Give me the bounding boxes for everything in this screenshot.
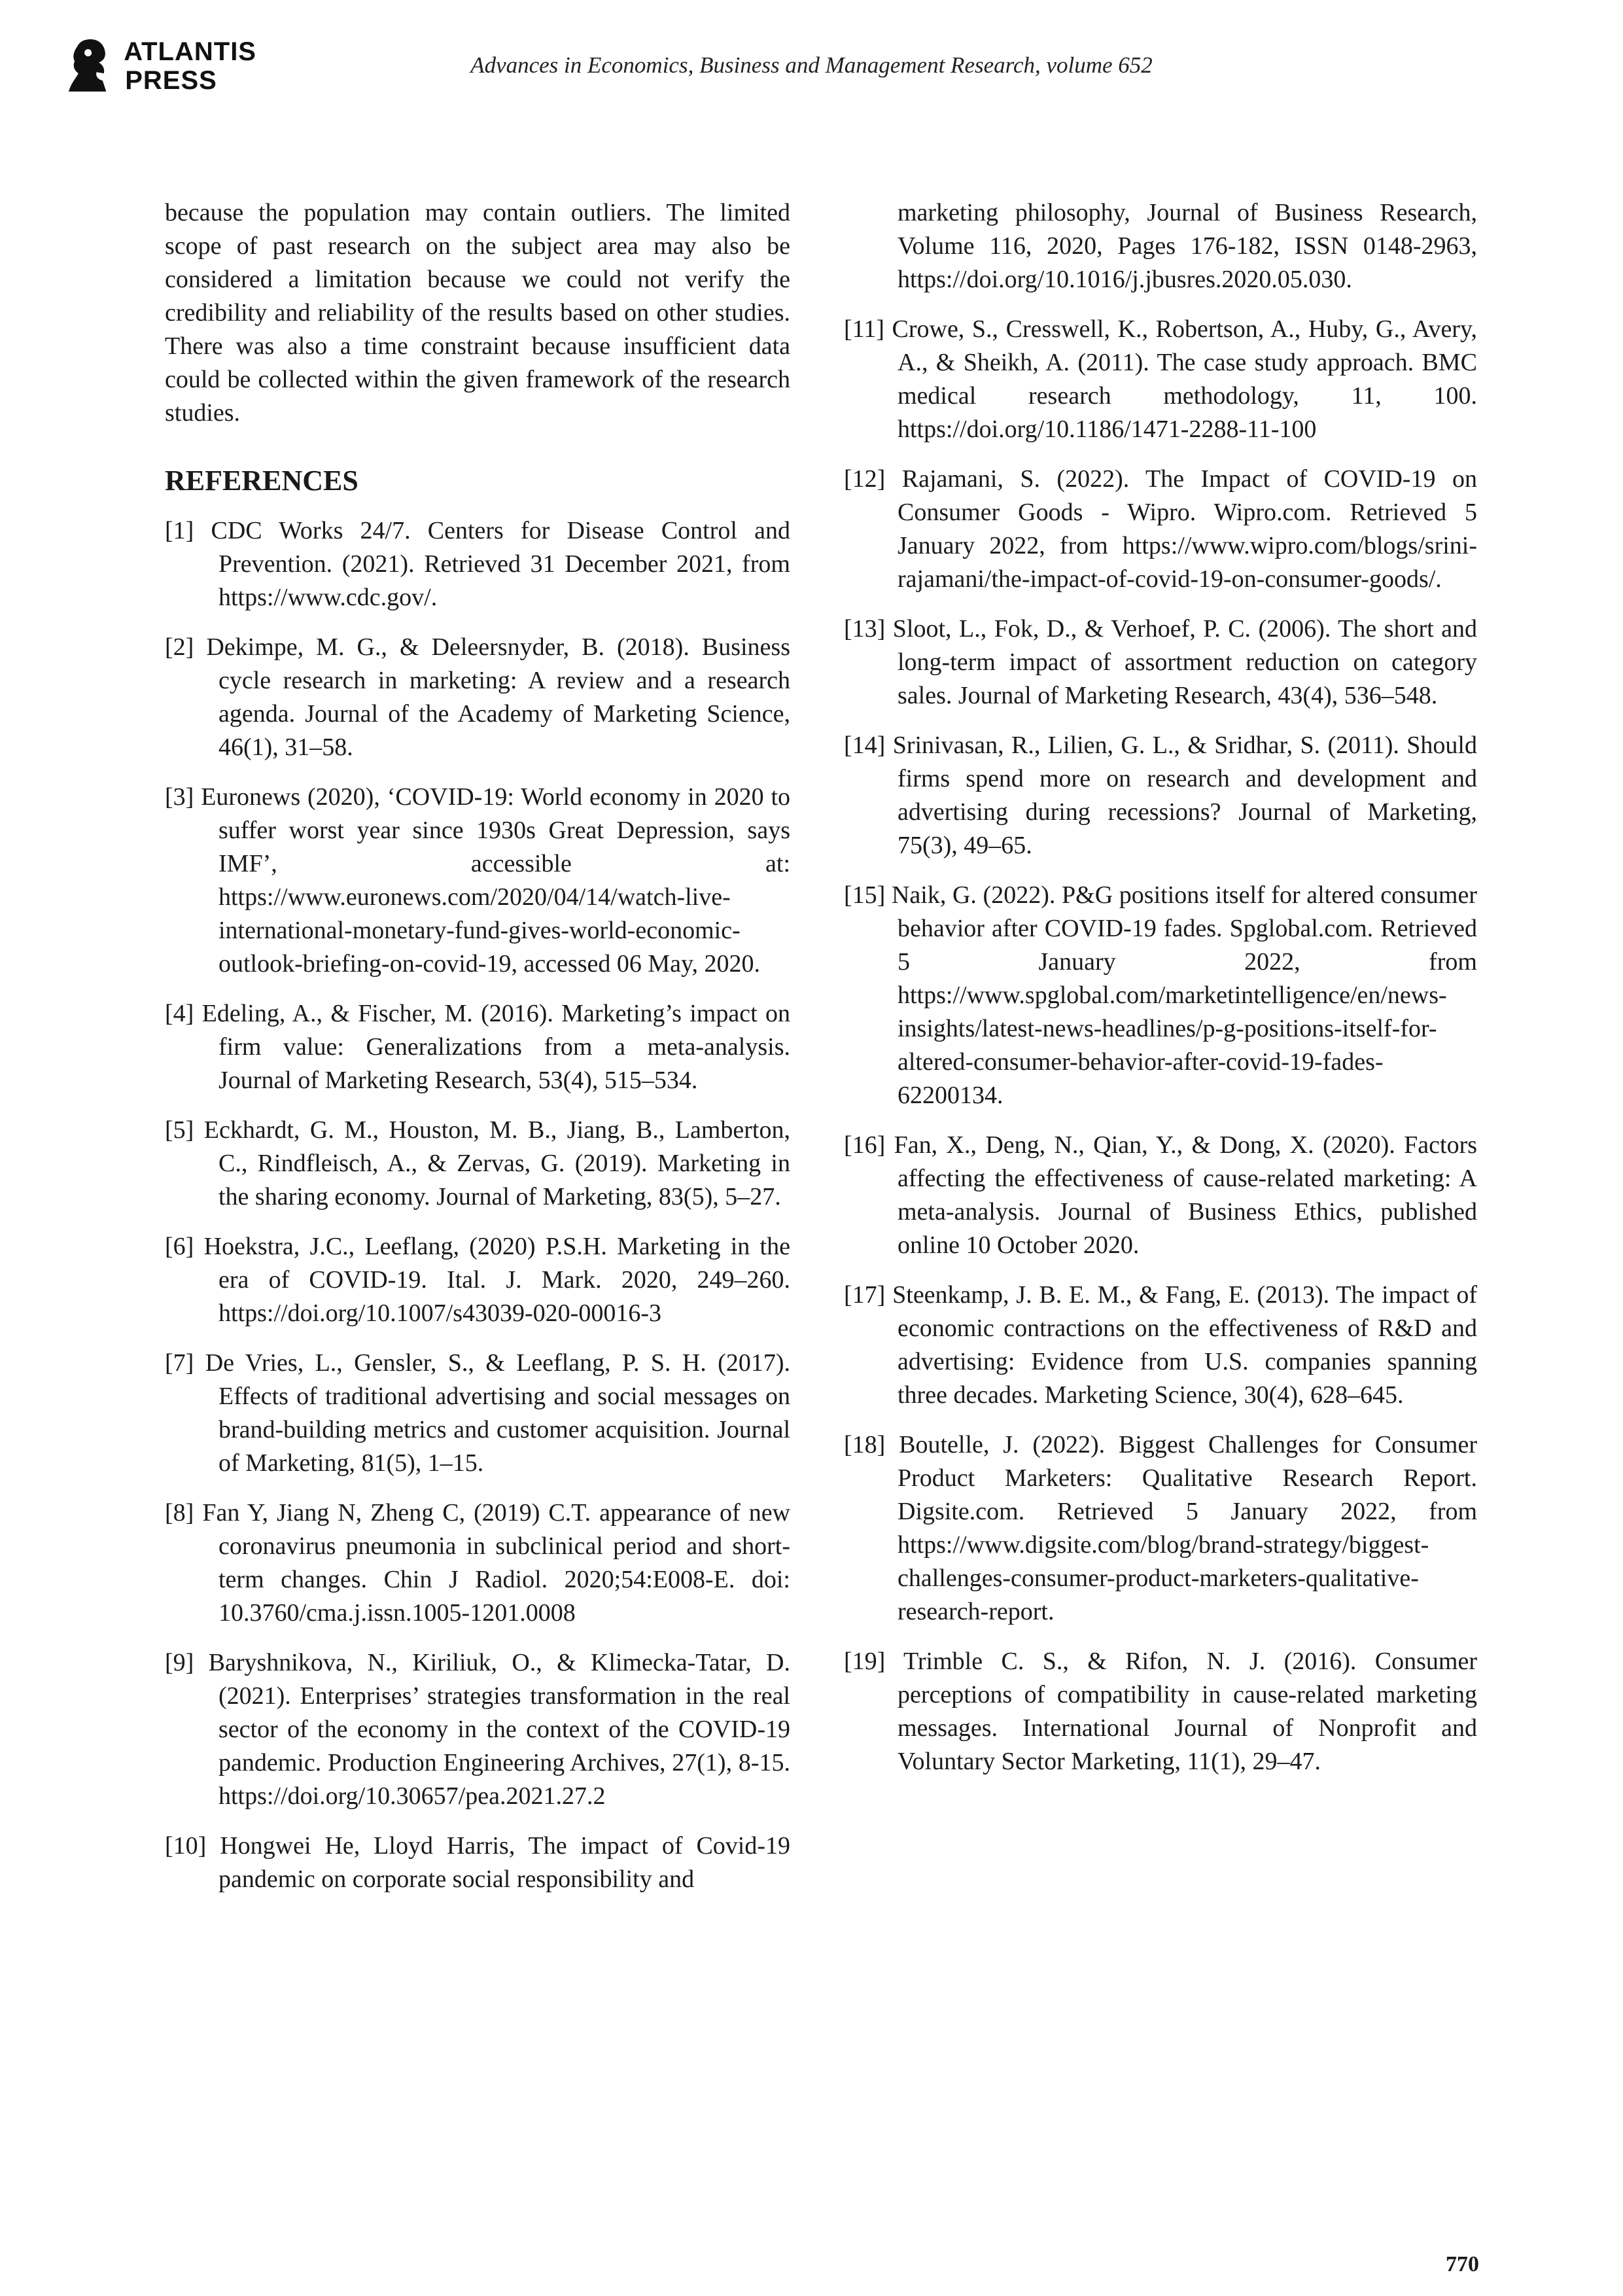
reference-text: De Vries, L., Gensler, S., & Leeflang, P. S. H. (2017). Effects of traditional advertising and social messages on brand-building metrics and customer acquisition. Journal of Marketing, 81(5), 1–15.: [205, 1349, 790, 1477]
reference-text: CDC Works 24/7. Centers for Disease Control and Prevention. (2021). Retrieved 31 December 2021, from https://www.cdc.gov/.: [211, 517, 790, 611]
reference-item: [165, 514, 790, 614]
reference-number: [14]: [844, 732, 893, 759]
reference-item: [165, 781, 790, 981]
reference-10-continuation: marketing philosophy, Journal of Business Research, Volume 116, 2020, Pages 176-182, ISSN 0148-2963, https://doi.org/10.1016/j.jbusres.2020.05.030.: [898, 199, 1477, 293]
reference-text: Boutelle, J. (2022). Biggest Challenges for Consumer Product Marketers: Qualitative Research Report. Digsite.com. Retrieved 5 January 2022, from https://www.digsite.com/blog/brand-strategy/biggest-challenges-consumer-product-marketers-qualitative-research-report.: [898, 1431, 1477, 1625]
reference-text: Sloot, L., Fok, D., & Verhoef, P. C. (2006). The short and long-term impact of assortment reduction on category sales. Journal of Marketing Research, 43(4), 536–548.: [892, 615, 1477, 709]
reference-item: [165, 1829, 790, 1896]
reference-item: [165, 997, 790, 1097]
reference-item: [844, 1428, 1477, 1629]
reference-number: [2]: [165, 633, 207, 661]
reference-number: [6]: [165, 1233, 204, 1260]
reference-number: [19]: [844, 1648, 904, 1675]
reference-item: [844, 313, 1477, 446]
reference-text: Rajamani, S. (2022). The Impact of COVID-19 on Consumer Goods - Wipro. Wipro.com. Retrieved 5 January 2022, from https://www.wipro.com/blogs/srini-rajamani/the-impact-of-covid-19-on-consumer-goods/.: [898, 465, 1477, 593]
reference-item: [165, 631, 790, 764]
reference-item: [165, 1646, 790, 1813]
reference-item: [844, 1645, 1477, 1778]
reference-text: Srinivasan, R., Lilien, G. L., & Sridhar, S. (2011). Should firms spend more on research and development and advertising during recessions? Journal of Marketing, 75(3), 49–65.: [892, 732, 1477, 859]
reference-text: Fan Y, Jiang N, Zheng C, (2019) C.T. appearance of new coronavirus pneumonia in subclinical period and short-term changes. Chin J Radiol. 2020;54:E008-E. doi: 10.3760/cma.j.issn.1005-1201.0008: [202, 1499, 790, 1627]
reference-item: [844, 612, 1477, 713]
journal-title: Advances in Economics, Business and Management Research, volume 652: [470, 52, 1153, 78]
reference-text: Hoekstra, J.C., Leeflang, (2020) P.S.H. Marketing in the era of COVID-19. Ital. J. Mark. 2020, 249–260. https://doi.org/10.1007/s43039-020-00016-3: [203, 1233, 790, 1327]
reference-number: [8]: [165, 1499, 203, 1527]
references-list-right: [844, 313, 1477, 1778]
references-heading: REFERENCES: [165, 465, 358, 497]
reference-text: Fan, X., Deng, N., Qian, Y., & Dong, X. (2020). Factors affecting the effectiveness of cause-related marketing: A meta-analysis. Journal of Business Ethics, published online 10 October 2020.: [894, 1131, 1478, 1259]
reference-item: [844, 463, 1477, 596]
logo-line-1: ATLANTIS: [124, 37, 256, 66]
reference-item: [165, 1496, 790, 1630]
reference-number: [15]: [844, 881, 892, 909]
reference-number: [9]: [165, 1649, 209, 1676]
reference-text: Edeling, A., & Fischer, M. (2016). Marketing’s impact on firm value: Generalizations from a meta-analysis. Journal of Marketing Research, 53(4), 515–534.: [201, 1000, 790, 1094]
reference-number: [13]: [844, 615, 893, 643]
reference-item: [165, 1230, 790, 1330]
body-paragraph: because the population may contain outliers. The limited scope of past research on the subject area may also be considered a limitation because we could not verify the credibility and reliability of the results based on other studies. There was also a time constraint because insufficient data could be collected within the given framework of the research studies.: [165, 199, 790, 427]
reference-item: [844, 1279, 1477, 1412]
reference-text: Eckhardt, G. M., Houston, M. B., Jiang, B., Lamberton, C., Rindfleisch, A., & Zervas, G. (2019). Marketing in the sharing economy. Journal of Marketing, 83(5), 5–27.: [203, 1116, 790, 1210]
reference-text: Dekimpe, M. G., & Deleersnyder, B. (2018). Business cycle research in marketing: A review and a research agenda. Journal of the Academy of Marketing Science, 46(1), 31–58.: [206, 633, 790, 761]
reference-item: [165, 1347, 790, 1480]
reference-number: [1]: [165, 517, 211, 544]
reference-number: [7]: [165, 1349, 205, 1377]
reference-number: [12]: [844, 465, 902, 493]
reference-text: Steenkamp, J. B. E. M., & Fang, E. (2013). The impact of economic contractions on the effectiveness of R&D and advertising: Evidence from U.S. companies spanning three decades. Marketing Science, 30(4), 628–645.: [892, 1281, 1478, 1409]
reference-number: [5]: [165, 1116, 204, 1144]
left-column: [165, 196, 790, 1913]
reference-text: Hongwei He, Lloyd Harris, The impact of Covid-19 pandemic on corporate social responsibility and: [218, 1832, 791, 1893]
reference-number: [3]: [165, 783, 201, 811]
reference-number: [10]: [165, 1832, 220, 1860]
reference-number: [4]: [165, 1000, 202, 1027]
reference-item: [165, 1114, 790, 1214]
logo-line-2: PRESS: [125, 66, 217, 95]
reference-text: Euronews (2020), ‘COVID-19: World economy in 2020 to suffer worst year since 1930s Great Depression, says IMF’, accessible at: https://www.euronews.com/2020/04/14/watch-live-international-monetary-fund-gives-world-economic-outlook-briefing-on-covid-19, accessed 06 May, 2020.: [201, 783, 791, 978]
page-number: 770: [1446, 2252, 1479, 2276]
reference-text: Trimble C. S., & Rifon, N. J. (2016). Consumer perceptions of compatibility in cause-related marketing messages. International Journal of Nonprofit and Voluntary Sector Marketing, 11(1), 29–47.: [898, 1648, 1478, 1775]
reference-number: [11]: [844, 315, 892, 343]
reference-number: [17]: [844, 1281, 893, 1309]
reference-item: [844, 1129, 1477, 1262]
reference-item: [844, 879, 1477, 1112]
reference-number: [18]: [844, 1431, 899, 1458]
reference-text: Crowe, S., Cresswell, K., Robertson, A., Huby, G., Avery, A., & Sheikh, A. (2011). The case study approach. BMC medical research methodology, 11, 100. https://doi.org/10.1186/1471-2288-11-100: [892, 315, 1477, 443]
references-list-left: [165, 514, 790, 1896]
reference-number: [16]: [844, 1131, 894, 1159]
reference-text: Baryshnikova, N., Kiriliuk, O., & Klimecka-Tatar, D. (2021). Enterprises’ strategies transformation in the real sector of the economy in the context of the COVID-19 pandemic. Production Engineering Archives, 27(1), 8-15. https://doi.org/10.30657/pea.2021.27.2: [208, 1649, 791, 1810]
reference-text: Naik, G. (2022). P&G positions itself for altered consumer behavior after COVID-19 fades. Spglobal.com. Retrieved 5 January 2022, from https://www.spglobal.com/marketintelligence/en/news-insights/latest-news-headlines/p-g-positions-itself-for-altered-consumer-behavior-after-covid-19-fades-62200134.: [891, 881, 1477, 1109]
right-column: [844, 196, 1477, 1795]
reference-item: [844, 729, 1477, 862]
